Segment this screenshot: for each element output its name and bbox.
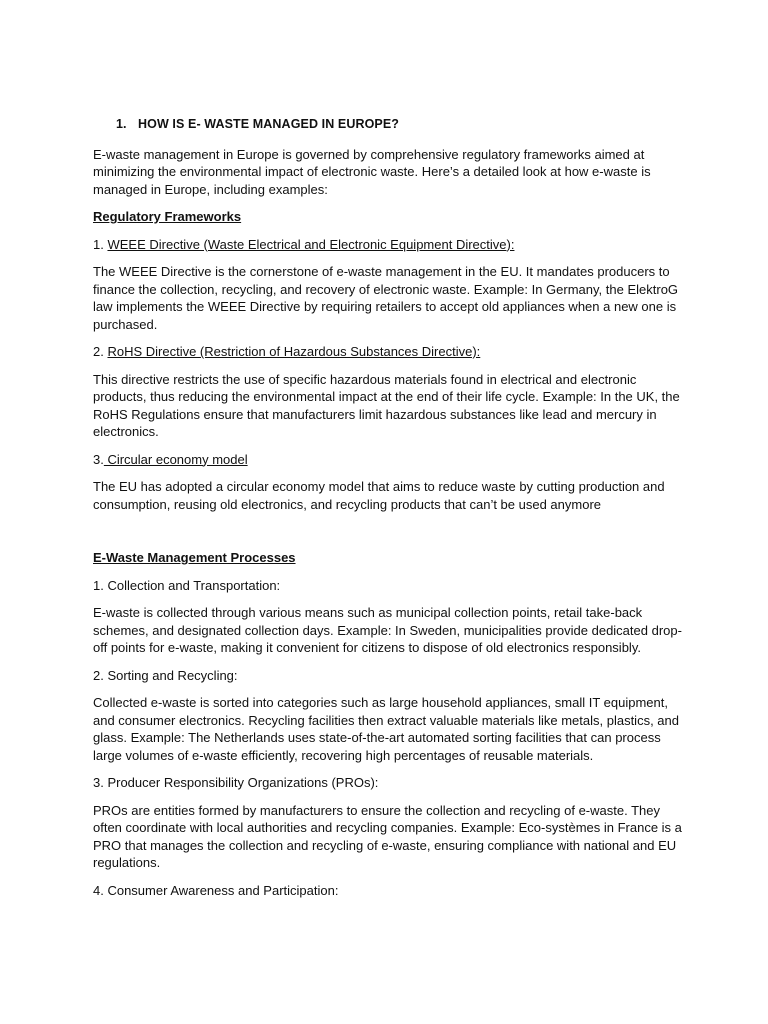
circular-economy-body: The EU has adopted a circular economy model that aims to reduce waste by cutting production and consumption, reusing old electronics, and recycling products that can’t be used anymore bbox=[93, 479, 665, 512]
pros-body: PROs are entities formed by manufacturers to ensure the collection and recycling of e-waste. They often coordinate with local authorities and recycling companies. Example: Eco-systèmes in France is a PRO that manages the collection and recycling of e-waste, ensuring compliance with national and EU regulations. bbox=[93, 802, 682, 870]
circular-prefix: 3. bbox=[93, 451, 104, 467]
document-heading bbox=[93, 116, 683, 134]
weee-title-text: WEEE Directive (Waste Electrical and Electronic Equipment Directive): bbox=[107, 236, 515, 252]
collection-title: 1. Collection and Transportation: bbox=[93, 577, 281, 593]
rohs-prefix: 2. bbox=[93, 344, 108, 359]
rohs-directive-title bbox=[93, 343, 683, 361]
weee-directive-body: The WEEE Directive is the cornerstone of e-waste management in the EU. It mandates producers to finance the collection, recycling, and recovery of electronic waste. Example: In Germany, the ElektroG law implements the WEEE Directive by requiring retailers to accept old appliances when a new one is purchased. bbox=[93, 264, 679, 332]
heading-text: HOW IS E- WASTE MANAGED IN EUROPE? bbox=[138, 117, 400, 131]
regulatory-frameworks-title: Regulatory Frameworks bbox=[93, 209, 242, 224]
weee-directive-title bbox=[93, 236, 683, 254]
circular-title-text: Circular economy model bbox=[103, 451, 248, 467]
rohs-title-text: RoHS Directive (Restriction of Hazardous Substances Directive): bbox=[107, 344, 481, 359]
collection-body: E-waste is collected through various means such as municipal collection points, retail take-back schemes, and designated collection days. Example: In Sweden, municipalities provide dedicated drop-off points for e-waste, making it convenient for citizens to dispose of old electronics responsibly. bbox=[93, 605, 682, 655]
consumer-awareness-title: 4. Consumer Awareness and Participation: bbox=[93, 882, 339, 898]
pros-title: 3. Producer Responsibility Organizations (PROs): bbox=[93, 775, 379, 790]
sorting-body: Collected e-waste is sorted into categories such as large household appliances, small IT equipment, and consumer electronics. Recycling facilities then extract valuable materials like metals, plastics, and glass. Example: The Netherlands uses state-of-the-art automated sorting facilities that can process large volumes of e-waste efficiently, recovering high percentages of reusable materials. bbox=[93, 695, 679, 763]
circular-economy-title bbox=[93, 451, 683, 469]
heading-number: 1. bbox=[116, 117, 127, 131]
rohs-directive-body: This directive restricts the use of specific hazardous materials found in electrical and electronic products, thus reducing the environmental impact at the end of their life cycle. Example: In the UK, the RoHS Regulations ensure that manufacturers limit hazardous substances like lead and mercury in electronics. bbox=[93, 371, 680, 439]
weee-prefix: 1. bbox=[93, 236, 108, 252]
intro-paragraph: E-waste management in Europe is governed by comprehensive regulatory frameworks aimed at minimizing the environmental impact of electronic waste. Here’s a detailed look at how e-waste is managed in Europe, including examples: bbox=[93, 146, 651, 197]
section-spacer bbox=[93, 523, 683, 549]
document-page bbox=[93, 108, 683, 909]
sorting-title: 2. Sorting and Recycling: bbox=[93, 667, 238, 683]
ewaste-processes-title: E-Waste Management Processes bbox=[93, 550, 296, 565]
